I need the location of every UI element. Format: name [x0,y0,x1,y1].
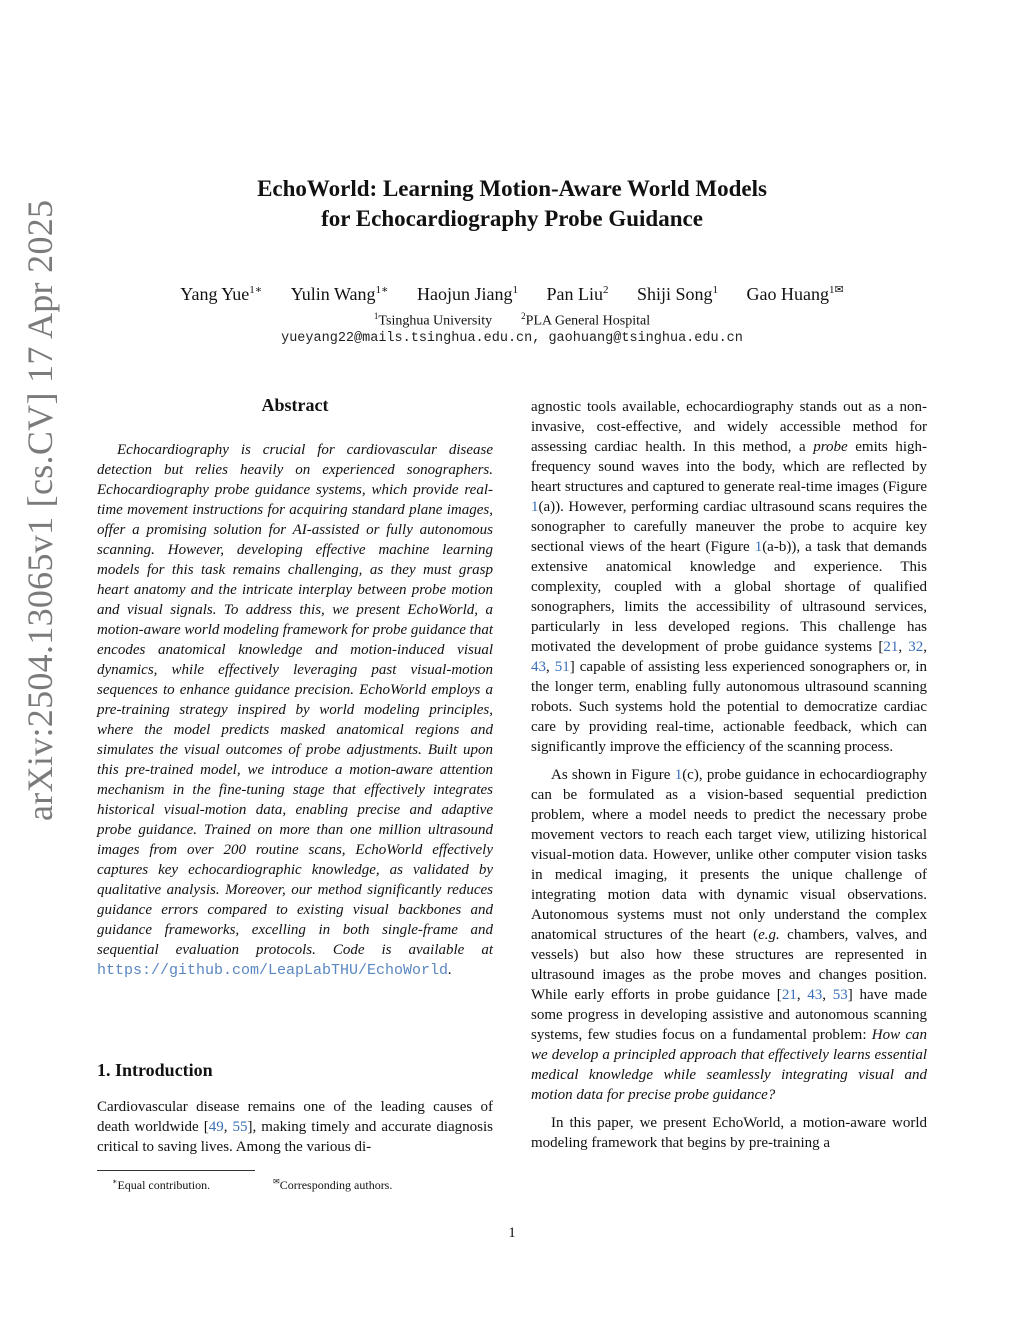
citation-link[interactable]: 43 [807,987,823,1003]
arxiv-stamp: arXiv:2504.13065v1 [cs.CV] 17 Apr 2025 [20,199,60,821]
abstract-body: Echocardiography is crucial for cardiovascular disease detection but relies heavily on experienced sonographers. Echocardiography probe guidance systems, which provide real-time movement instructions for acquiring standard plane images, offer a promising solution for AI-assisted or fully autonomous scanning. However, developing effective machine learning models for this task remains challenging, as they must grasp heart anatomy and the intricate interplay between probe motion and visual signals. To address this, we present EchoWorld, a motion-aware world modeling framework for probe guidance that encodes anatomical knowledge and motion-induced visual dynamics, while effectively leveraging past visual-motion sequences to enhance guidance precision. EchoWorld employs a pre-training strategy inspired by world modeling principles, where the model predicts masked anatomical regions and simulates the visual outcomes of probe adjustments. Built upon this pre-trained model, we introduce a motion-aware attention mechanism in the fine-tuning stage that effectively integrates historical visual-motion data, enabling precise and adaptive probe guidance. Trained on more than one million ultrasound images from over 200 routine scans, EchoWorld effectively captures key echocardiographic knowledge, as validated by qualitative analysis. Moreover, our method significantly reduces guidance errors compared to existing visual backbones and guidance frameworks, excelling in both single-frame and sequential evaluation protocols. Code is available at https://github.com/LeapLabTHU/EchoWorld. [97,442,493,979]
author: Yang Yue$^{1∗}$ [180,284,263,304]
intro-paragraph: agnostic tools available, echocardiography stands out as a non-invasive, cost-effective, and widely accessible method for assessing cardiac health. In this method, a probe emits high-frequency sound waves into the body, which are reflected by heart structures and captured to generate real-time images (Figure 1(a)). However, performing cardiac ultrasound scans requires the sonographer to carefully maneuver the probe to acquire key sectional views of the heart (Figure 1(a-b)), a task that demands extensive anatomical knowledge and experience. This complexity, coupled with a global shortage of qualified sonographers, limits the accessibility of ultrasound services, particularly in less developed regions. This challenge has motivated the development of probe guidance systems [21, 32, 43, 51] capable of assisting less experienced sonographers or, in the longer term, enabling fully autonomous ultrasound scanning robots. Such systems hold the potential to democratize cardiac care by providing real-time, actionable feedback, which can significantly improve the efficiency of the scanning process. [531,399,928,755]
author-list [0,283,1024,305]
paper-title-line-2: for Echocardiography Probe Guidance [321,206,703,231]
author: Yulin Wang$^{1∗}$ [290,284,389,304]
figure-link[interactable]: 1 [531,499,539,515]
affiliation: PLA General Hospital [525,313,651,329]
author-emails: yueyang22@mails.tsinghua.edu.cn, gaohuang@tsinghua.edu.cn [281,331,743,346]
code-link[interactable]: https://github.com/LeapLabTHU/EchoWorld [97,962,449,979]
intro-paragraph: In this paper, we present EchoWorld, a motion-aware world modeling framework that begins by pre-training a [531,1115,927,1151]
figure-link[interactable]: 1 [674,767,683,783]
footnote-equal-contribution: ∗Equal contribution. [112,1177,211,1192]
citation-link[interactable]: 49 [208,1119,224,1135]
footnote-rule [97,1170,255,1171]
citation-link[interactable]: 53 [832,987,848,1003]
affiliations: $^1$Tsinghua University $^2$PLA General Hospital [373,311,651,329]
author: Pan Liu$^2$ [546,284,609,304]
citation-link[interactable]: 51 [554,659,570,675]
citation-link[interactable]: 21 [781,987,797,1003]
author: Shiji Song$^1$ [636,284,718,304]
footnote-corresponding: ✉Corresponding authors. [273,1177,393,1192]
citation-link[interactable]: 55 [232,1119,248,1135]
author: Haojun Jiang$^1$ [416,284,518,304]
intro-paragraph: As shown in Figure 1(c), probe guidance in echocardiography can be formulated as a vision-based sequential prediction problem, where a model needs to predict the necessary probe movement vectors to reach each target view, utilizing historical visual-motion data. However, unlike other computer vision tasks in medical imaging, it presents the unique challenge of integrating motion data with dynamic visual observations. Autonomous systems must not only understand the complex anatomical structures of the heart (e.g. chambers, valves, and vessels) but also how these structures are represented in ultrasound images as the probe moves and changes position. While early efforts in probe guidance [21, 43, 53] have made some progress in developing assistive and autonomous scanning systems, few studies focus on a fundamental problem: How can we develop a principled approach that effectively learns essential medical knowledge while seamlessly integrating visual and motion data for precise probe guidance? [531,767,928,1103]
intro-paragraph: Cardiovascular disease remains one of the leading causes of death worldwide [49, 55], making timely and accurate diagnosis critical to saving lives. Among the various di- [97,1099,494,1155]
citation-link[interactable]: 21 [883,639,899,655]
citation-link[interactable]: 32 [908,639,924,655]
citation-link[interactable]: 43 [531,659,546,675]
figure-link[interactable]: 1 [754,539,763,555]
page-number: 1 [508,1225,516,1241]
paper-title-line-1: EchoWorld: Learning Motion-Aware World Models [257,176,767,201]
affiliation: Tsinghua University [378,313,493,329]
abstract-heading: Abstract [261,395,329,415]
right-column [531,397,927,1153]
author: Gao Huang$^{1✉}$ [746,284,844,304]
section-heading-introduction: 1. Introduction [97,1060,213,1080]
